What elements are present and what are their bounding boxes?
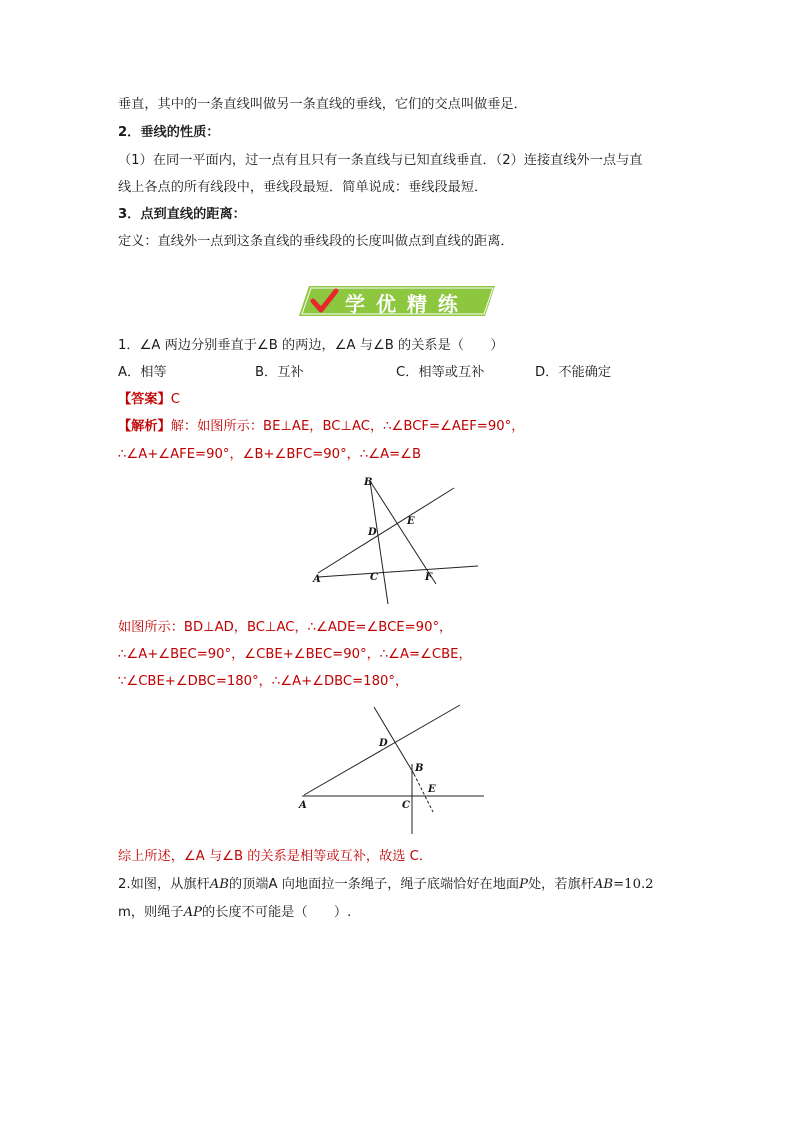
label-b: B bbox=[415, 763, 424, 774]
line-ad bbox=[304, 705, 460, 795]
q2-text: m，则绳子 bbox=[118, 905, 184, 920]
option-b: B．互补 bbox=[255, 365, 304, 380]
options-row bbox=[118, 364, 678, 382]
q2-text: 处，若旗杆 bbox=[527, 877, 594, 892]
q2-text: 的长度不可能是（ ）. bbox=[202, 905, 352, 920]
label-f: F bbox=[425, 572, 433, 583]
q2-var-p: P bbox=[519, 877, 528, 892]
line-bc bbox=[370, 481, 388, 604]
conclusion-line: 综上所述，∠A 与∠B 的关系是相等或互补，故选 C． bbox=[118, 849, 433, 864]
figure-1 bbox=[306, 474, 486, 606]
line-ae bbox=[318, 488, 454, 573]
figure-2 bbox=[296, 702, 486, 836]
analysis-line bbox=[118, 418, 524, 436]
question-2-line-1 bbox=[118, 876, 654, 894]
label-b: B bbox=[364, 477, 373, 488]
section-heading: 3．点到直线的距离： bbox=[118, 207, 246, 222]
option-c: C．相等或互补 bbox=[396, 365, 485, 380]
analysis-line: 如图所示：BD⊥AD，BC⊥AC，∴∠ADE=∠BCE=90°， bbox=[118, 620, 453, 635]
section-heading: 2．垂线的性质： bbox=[118, 125, 220, 140]
answer-value: C bbox=[170, 392, 180, 407]
line-bf bbox=[370, 481, 436, 584]
analysis-tag: 【解析】 bbox=[118, 419, 171, 434]
q2-var-ab: AB bbox=[209, 877, 229, 892]
label-d: D bbox=[379, 738, 388, 749]
check-icon bbox=[309, 286, 339, 316]
option-d: D．不能确定 bbox=[535, 365, 612, 380]
text-line: 线上各点的所有线段中，垂线段最短．简单说成：垂线段最短． bbox=[118, 180, 488, 195]
analysis-line: ∴∠A+∠AFE=90°，∠B+∠BFC=90°，∴∠A=∠B bbox=[118, 447, 422, 462]
text-line: （1）在同一平面内，过一点有且只有一条直线与已知直线垂直．（2）连接直线外一点与直 bbox=[118, 153, 643, 168]
label-a: A bbox=[299, 800, 307, 811]
label-d: D bbox=[368, 527, 377, 538]
q2-var-ab: AB bbox=[593, 877, 614, 892]
q2-var-ap: AP bbox=[183, 905, 203, 920]
label-a: A bbox=[313, 574, 321, 585]
answer-tag: 【答案】 bbox=[118, 392, 171, 407]
label-e: E bbox=[428, 784, 436, 795]
section-banner bbox=[299, 284, 495, 318]
analysis-text: 解：如图所示：BE⊥AE，BC⊥AC，∴∠BCF=∠AEF=90°， bbox=[170, 419, 525, 434]
analysis-line: ∵∠CBE+∠DBC=180°，∴∠A+∠DBC=180°， bbox=[118, 674, 409, 689]
line-af bbox=[318, 566, 478, 577]
label-e: E bbox=[407, 516, 415, 527]
answer-line bbox=[118, 391, 180, 409]
q2-value: =10.2 bbox=[613, 877, 654, 892]
banner-title: 学 优 精 练 bbox=[345, 292, 460, 316]
text-line: 垂直，其中的一条直线叫做另一条直线的垂线，它们的交点叫做垂足． bbox=[118, 97, 527, 112]
label-c: C bbox=[370, 572, 378, 583]
question-stem: 1．∠A 两边分别垂直于∠B 的两边，∠A 与∠B 的关系是（ ） bbox=[118, 338, 504, 353]
question-2-line-2 bbox=[118, 904, 351, 922]
option-a: A．相等 bbox=[118, 365, 167, 380]
text-line: 定义：直线外一点到这条直线的垂线段的长度叫做点到直线的距离． bbox=[118, 234, 514, 249]
q2-text: 2.如图，从旗杆 bbox=[118, 877, 210, 892]
analysis-line: ∴∠A+∠BEC=90°，∠CBE+∠BEC=90°，∴∠A=∠CBE， bbox=[118, 647, 472, 662]
label-c: C bbox=[402, 800, 410, 811]
q2-text: 的顶端A 向地面拉一条绳子，绳子底端恰好在地面 bbox=[228, 877, 520, 892]
